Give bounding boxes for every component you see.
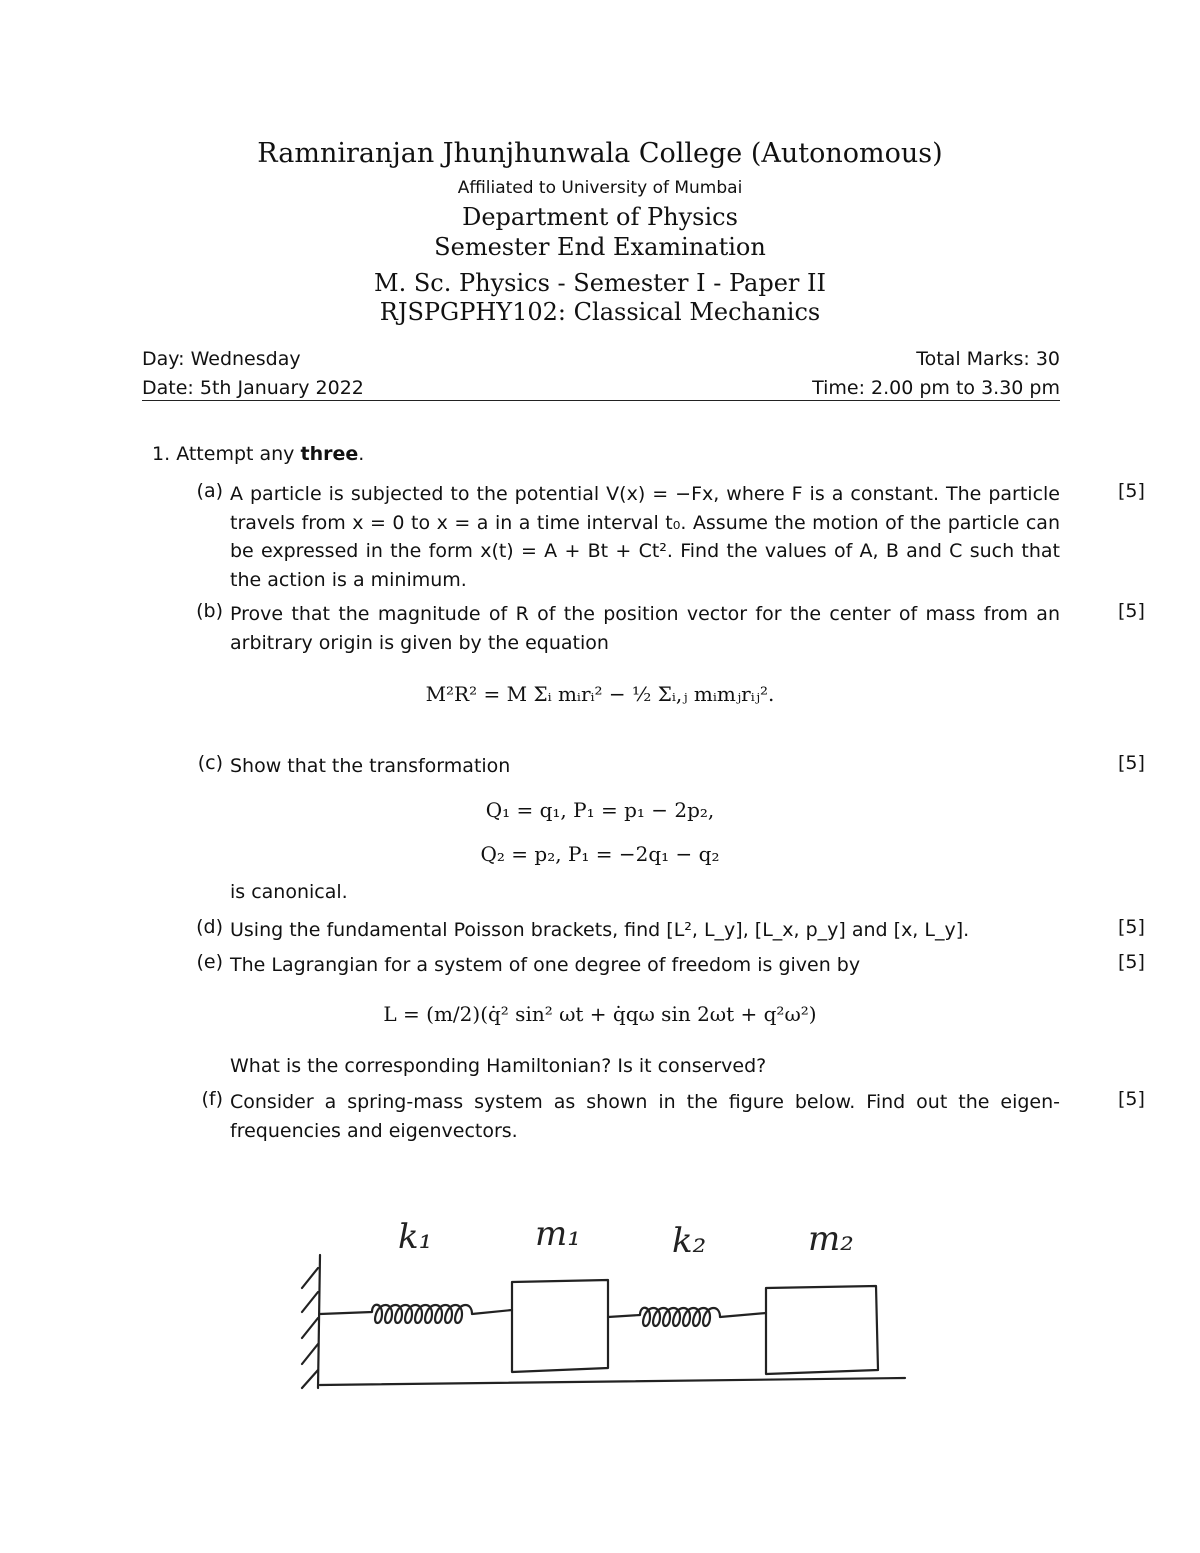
part-c-equation-2: Q₂ = p₂, P₁ = −2q₁ − q₂ xyxy=(480,842,720,866)
part-c-text: Show that the transformation xyxy=(230,755,511,777)
part-c-after: is canonical. xyxy=(230,881,348,903)
total-marks: Total Marks: 30 xyxy=(916,348,1060,370)
part-e-marks: [5] xyxy=(1118,951,1145,973)
instruction-prefix: Attempt any xyxy=(176,443,295,465)
part-a-marks: [5] xyxy=(1118,480,1145,502)
mass-1 xyxy=(512,1280,608,1372)
college-name: Ramniranjan Jhunjhunwala College (Autonomous) xyxy=(257,138,943,169)
affiliation: Affiliated to University of Mumbai xyxy=(457,178,743,198)
part-d-text: Using the fundamental Poisson brackets, find [L², L_y], [L_x, p_y] and [x, L_y]. xyxy=(230,919,970,941)
question-1-instruction xyxy=(152,443,364,465)
part-f-text: Consider a spring-mass system as shown in the figure below. Find out the eigen-frequencies and eigenvectors. xyxy=(230,1091,1060,1142)
label-m2: m₂ xyxy=(808,1219,854,1259)
part-e-equation: L = (m/2)(q̇² sin² ωt + q̇qω sin 2ωt + q²ω²) xyxy=(383,1002,817,1026)
header-rule xyxy=(142,400,1060,401)
exam-day: Day: Wednesday xyxy=(142,348,301,370)
label-k2: k₂ xyxy=(672,1221,707,1261)
mass-2 xyxy=(766,1286,878,1374)
spring-2 xyxy=(608,1308,766,1326)
exam-title: Semester End Examination xyxy=(434,233,766,261)
wall-line xyxy=(318,1255,320,1388)
part-c-equation-1: Q₁ = q₁, P₁ = p₁ − 2p₂, xyxy=(485,798,715,822)
question-number: 1. xyxy=(152,443,171,465)
part-d-marks: [5] xyxy=(1118,916,1145,938)
label-k1: k₁ xyxy=(398,1217,433,1257)
exam-time: Time: 2.00 pm to 3.30 pm xyxy=(812,377,1060,399)
part-a-text: A particle is subjected to the potential V(x) = −Fx, where F is a constant. The particle travels from x = 0 to x = a in a time interval t₀. Assume the motion of the particle can be expressed in the form x(t) = A + Bt + Ct². Find the values of A, B and C such that the action is a minimum. xyxy=(230,483,1060,591)
program-title: M. Sc. Physics - Semester I - Paper II xyxy=(374,269,826,297)
part-e-text: The Lagrangian for a system of one degree of freedom is given by xyxy=(230,954,861,976)
part-e-label: (e) xyxy=(196,951,223,973)
part-f-label: (f) xyxy=(201,1088,223,1110)
exam-date: Date: 5th January 2022 xyxy=(142,377,364,399)
floor-line xyxy=(320,1378,905,1385)
part-e-after: What is the corresponding Hamiltonian? Is it conserved? xyxy=(230,1055,767,1077)
department: Department of Physics xyxy=(462,203,738,231)
instruction-suffix: . xyxy=(358,443,365,465)
part-b-marks: [5] xyxy=(1118,600,1145,622)
part-d-label: (d) xyxy=(196,916,223,938)
spring-mass-figure xyxy=(280,1210,920,1400)
part-b-equation: M²R² = M Σᵢ mᵢrᵢ² − ½ Σᵢ,ⱼ mᵢmⱼrᵢⱼ². xyxy=(425,682,775,706)
course-title: RJSPGPHY102: Classical Mechanics xyxy=(379,298,821,326)
part-b-text: Prove that the magnitude of R of the position vector for the center of mass from an arbitrary origin is given by the equation xyxy=(230,603,1060,654)
instruction-bold: three xyxy=(300,443,359,465)
part-f-marks: [5] xyxy=(1118,1088,1145,1110)
wall-hatching xyxy=(302,1268,318,1388)
label-m1: m₁ xyxy=(535,1214,581,1254)
part-c-marks: [5] xyxy=(1118,752,1145,774)
spring-1 xyxy=(320,1305,512,1323)
part-a-label: (a) xyxy=(196,480,223,502)
part-b-label: (b) xyxy=(196,600,223,622)
part-c-label: (c) xyxy=(197,752,223,774)
